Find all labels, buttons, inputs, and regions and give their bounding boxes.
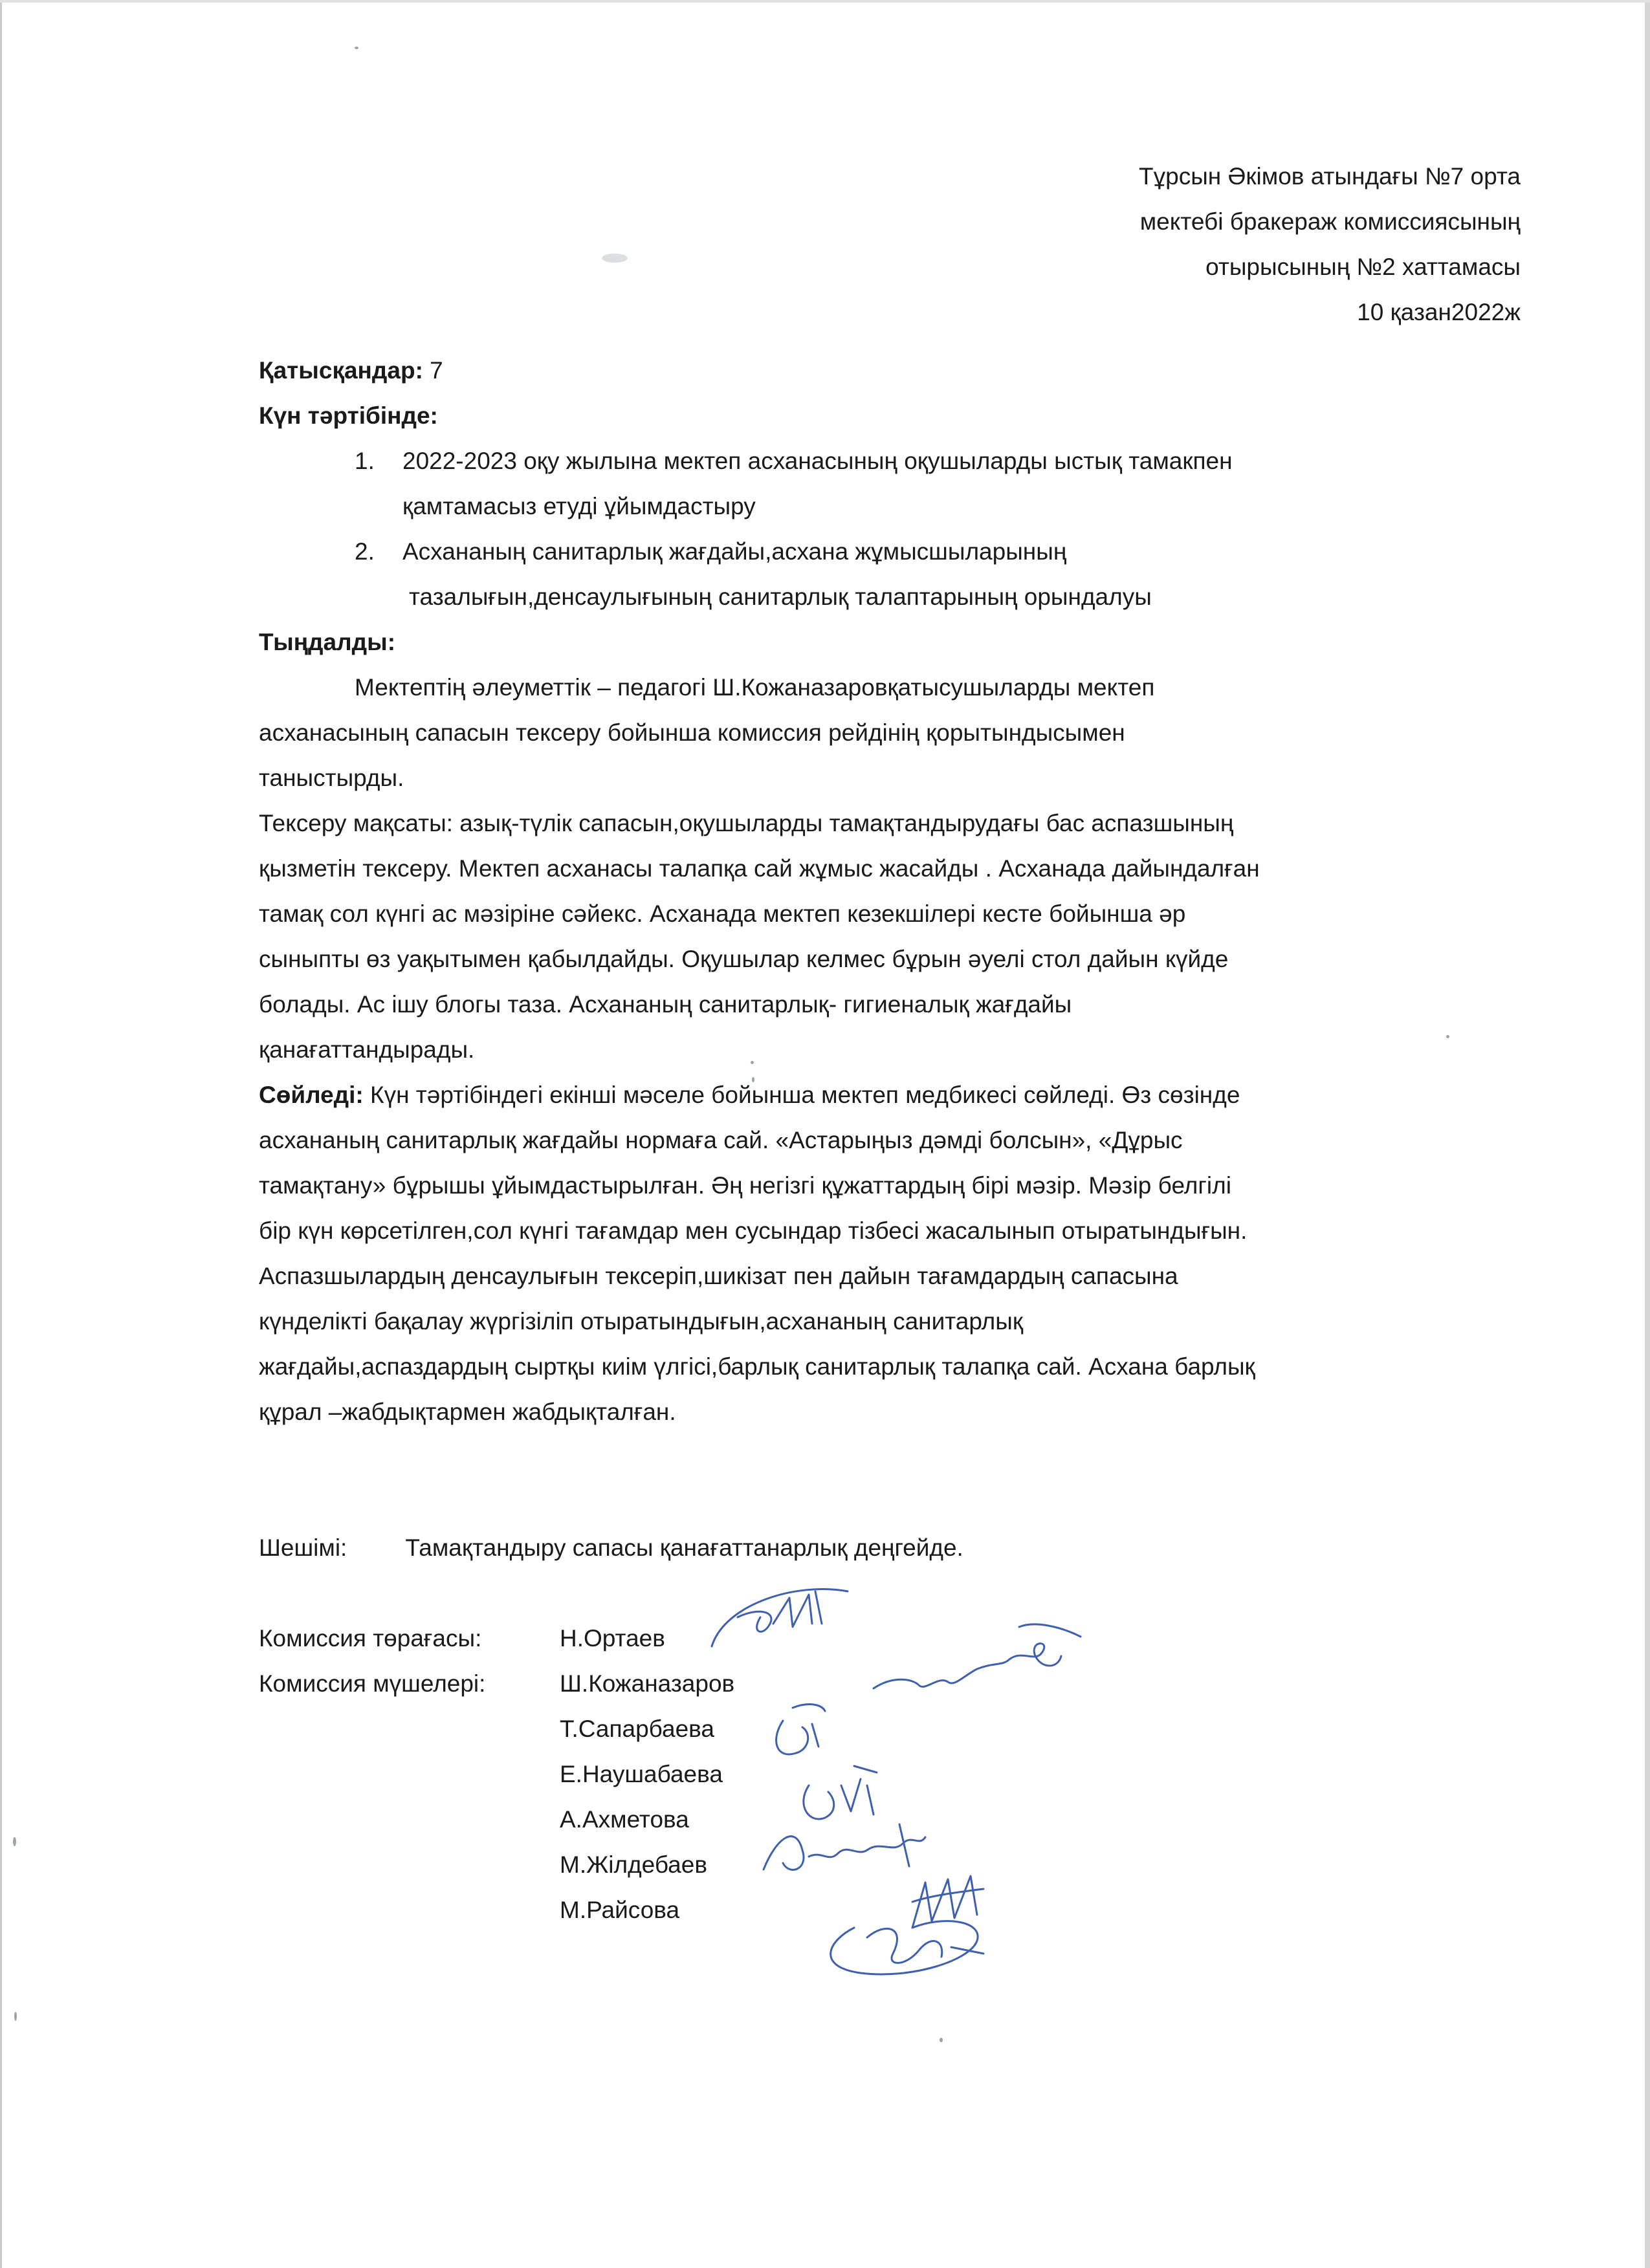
purpose-line: қызметін тексеру. Мектеп асханасы талапқа сай жұмыс жасайды . Асханада дайындалған: [259, 855, 1260, 882]
decision-row: [259, 1525, 1527, 1571]
agenda-item: [259, 439, 1438, 529]
agenda-item-line: тазалығын,денсаулығының санитарлық талаптарының орындалуы: [409, 583, 1152, 610]
protocol-header: [615, 154, 1521, 335]
purpose-line: сыныпты өз уақытымен қабылдайды. Оқушылар келмес бұрын әуелі стол дайын күйде: [259, 946, 1229, 972]
signature-member-3: [804, 1766, 877, 1819]
signature-member-1: [874, 1624, 1081, 1688]
agenda-item-line: 2022-2023 оқу жылына мектеп асханасының оқушыларды ыстық тамакпен: [402, 448, 1233, 474]
header-line: отырысының №2 хаттамасы: [1205, 254, 1521, 280]
member-name: Т.Сапарбаева: [560, 1716, 715, 1742]
header-line: Тұрсын Әкімов атындағы №7 орта: [1139, 163, 1521, 190]
agenda-item-number: 2.: [355, 538, 375, 565]
agenda-item-number: 1.: [355, 448, 375, 474]
scan-border-left: [0, 0, 2, 2268]
scan-speck: [940, 2038, 943, 2042]
members-label: Комиссия мүшелері:: [259, 1670, 486, 1697]
scan-speck: [14, 2012, 17, 2021]
signature-member-4: [764, 1824, 925, 1870]
scan-speck: [355, 47, 358, 49]
spoke-label: Сөйледі:: [259, 1082, 364, 1108]
spoke-line: тамақтану» бұрышы ұйымдастырылған. Әң негізгі құжаттардың бірі мәзір. Мәзір белгілі: [259, 1172, 1231, 1199]
header-line: мектебі бракераж комиссиясының: [1139, 208, 1521, 235]
signature-member-5: [912, 1876, 984, 1928]
spoke-text: Күн тәртібіндегі екінші мәселе бойынша мектеп медбикесі сөйледі. Өз сөзінде: [363, 1082, 1240, 1108]
spoke-first-line: [259, 1073, 1527, 1118]
member-name: А.Ахметова: [560, 1806, 689, 1833]
participants-label: Қатысқандар:: [259, 357, 423, 384]
chair-label: Комиссия төрағасы:: [259, 1625, 482, 1652]
spoke-line: күнделікті бақалау жүргізіліп отыратындығын,асхананың санитарлық: [259, 1308, 1024, 1335]
purpose-line: тамақ сол күнгі ас мәзіріне сәйекс. Асханада мектеп кезекшілері кесте бойынша әр: [259, 900, 1186, 927]
heard-paragraph-line: таныстырды.: [259, 765, 404, 791]
purpose-line: Тексеру мақсаты: азық-түлік сапасын,оқушыларды тамақтандырудағы бас аспазшының: [259, 810, 1234, 836]
decision-label: Шешімі:: [259, 1534, 347, 1561]
member-name: М.Жілдебаев: [560, 1851, 707, 1878]
purpose-line: қанағаттандырады.: [259, 1036, 475, 1063]
signature-chair: [712, 1589, 848, 1646]
header-date: 10 қазан2022ж: [1357, 299, 1521, 325]
signatures: [699, 1578, 1119, 1986]
heard-paragraph-line: асханасының сапасын тексеру бойынша комиссия рейдінің қорытындысымен: [259, 719, 1125, 746]
spoke-line: асхананың санитарлық жағдайы нормаға сай. «Астарыңыз дәмді болсын», «Дұрыс: [259, 1127, 1183, 1153]
spoke-line: құрал –жабдықтармен жабдықталған.: [259, 1399, 676, 1425]
member-name: М.Райсова: [560, 1897, 680, 1923]
purpose-line: болады. Ас ішу блогы таза. Асхананың санитарлық- гигиеналық жағдайы: [259, 991, 1072, 1018]
signature-member-2: [776, 1705, 825, 1754]
spoke-line: Аспазшылардың денсаулығын тексеріп,шикізат пен дайын тағамдардың сапасына: [259, 1263, 1178, 1289]
spoke-line: бір күн көрсетілген,сол күнгі тағамдар мен сусындар тізбесі жасалынып отыратындығын.: [259, 1217, 1248, 1244]
participants-value: 7: [423, 357, 443, 384]
agenda-item-line: қамтамасыз етуді ұйымдастыру: [402, 493, 756, 519]
signature-member-6: [831, 1921, 984, 1974]
spoke-line: жағдайы,аспаздардың сыртқы киім үлгісі,барлық санитарлық талапқа сай. Асхана барлық: [259, 1353, 1255, 1380]
heard-label: Тыңдалды:: [259, 629, 396, 655]
scan-border-top: [0, 0, 1650, 3]
agenda-item: [259, 529, 1438, 620]
participants-row: [259, 348, 1527, 393]
member-name: Ш.Кожаназаров: [560, 1670, 735, 1697]
heard-paragraph-line: Мектептің әлеуметтік – педагогі Ш.Кожаназаровқатысушыларды мектеп: [355, 674, 1155, 701]
scan-border-right: [1645, 0, 1650, 2268]
agenda-label: Күн тәртібінде:: [259, 402, 438, 429]
scan-speck: [13, 1837, 16, 1846]
decision-value: Тамақтандыру сапасы қанағаттанарлық деңгейде.: [405, 1534, 963, 1561]
agenda-list: [259, 439, 1527, 620]
member-name: Е.Наушабаева: [560, 1761, 723, 1787]
agenda-item-line: Асхананың санитарлық жағдайы,асхана жұмысшыларының: [402, 538, 1067, 565]
chair-name: Н.Ортаев: [560, 1625, 665, 1652]
